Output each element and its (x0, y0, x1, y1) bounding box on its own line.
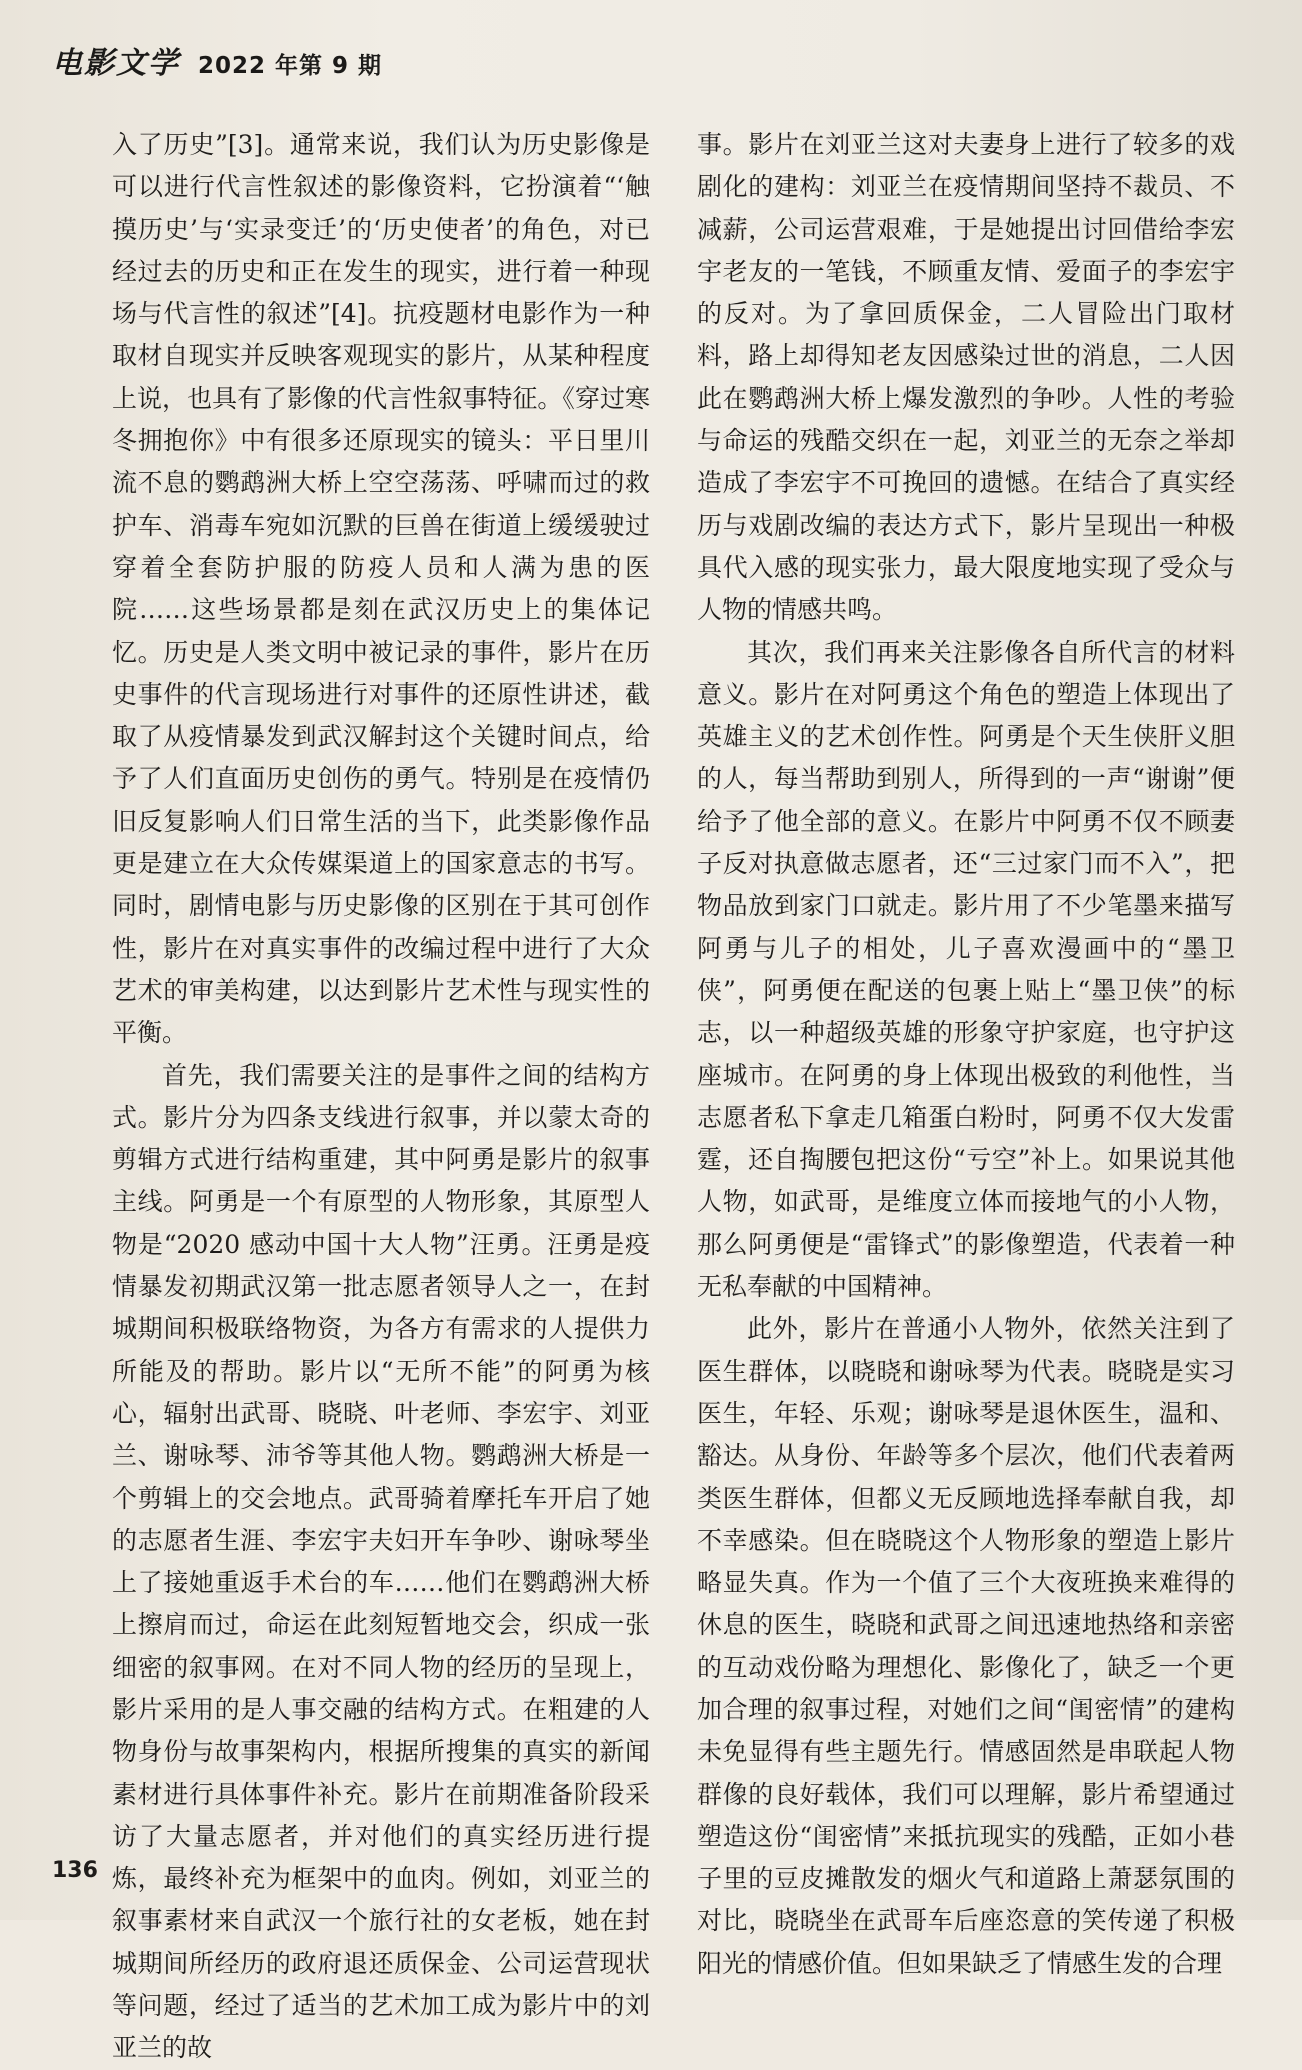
paragraph: 入了历史”[3]。通常来说，我们认为历史影像是可以进行代言性叙述的影像资料，它扮演着“‘触摸历史’与‘实录变迁’的‘历史使者’的角色，对已经过去的历史和正在发生的现实，进行着一种现场与代言性的叙述”[4]。抗疫题材电影作为一种取材自现实并反映客观现实的影片，从某种程度上说，也具有了影像的代言性叙事特征。《穿过寒冬拥抱你》中有很多还原现实的镜头：平日里川流不息的鹦鹉洲大桥上空空荡荡、呼啸而过的救护车、消毒车宛如沉默的巨兽在街道上缓缓驶过穿着全套防护服的防疫人员和人满为患的医院……这些场景都是刻在武汉历史上的集体记忆。历史是人类文明中被记录的事件，影片在历史事件的代言现场进行对事件的还原性讲述，截取了从疫情暴发到武汉解封这个关键时间点，给予了人们直面历史创伤的勇气。特别是在疫情仍旧反复影响人们日常生活的当下，此类影像作品更是建立在大众传媒渠道上的国家意志的书写。同时，剧情电影与历史影像的区别在于其可创作性，影片在对真实事件的改编过程中进行了大众艺术的审美构建，以达到影片艺术性与现实性的平衡。 (112, 130, 650, 1048)
issue-label: 2022 年第 9 期 (198, 53, 383, 79)
paragraph: 此外，影片在普通小人物外，依然关注到了医生群体，以晓晓和谢咏琴为代表。晓晓是实习医生，年轻、乐观；谢咏琴是退休医生，温和、豁达。从身份、年龄等多个层次，他们代表着两类医生群体，但都义无反顾地选择奉献自我，却不幸感染。但在晓晓这个人物形象的塑造上影片略显失真。作为一个值了三个大夜班换来难得的休息的医生，晓晓和武哥之间迅速地热络和亲密的互动戏份略为理想化、影像化了，缺乏一个更加合理的叙事过程，对她们之间“闺密情”的建构未免显得有些主题先行。情感固然是串联起人物群像的良好载体，我们可以理解，影片希望通过塑造这份“闺密情”来抵抗现实的残酷，正如小巷子里的豆皮摊散发的烟火气和道路上萧瑟氛围的对比，晓晓坐在武哥车后座恣意的笑传递了积极阳光的情感价值。但如果缺乏了情感生发的合理 (697, 1314, 1235, 1978)
paragraph: 事。影片在刘亚兰这对夫妻身上进行了较多的戏剧化的建构：刘亚兰在疫情期间坚持不裁员、不减薪，公司运营艰难，于是她提出讨回借给李宏宇老友的一笔钱，不顾重友情、爱面子的李宏宇的反对。为了拿回质保金，二人冒险出门取材料，路上却得知老友因感染过世的消息，二人因此在鹦鹉洲大桥上爆发激烈的争吵。人性的考验与命运的残酷交织在一起，刘亚兰的无奈之举却造成了李宏宇不可挽回的遗憾。在结合了真实经历与戏剧改编的表达方式下，影片呈现出一种极具代入感的现实张力，最大限度地实现了受众与人物的情感共鸣。 (697, 130, 1235, 625)
right-column (697, 124, 1235, 1985)
page-header (52, 38, 382, 82)
page-number: 136 (52, 1858, 98, 1883)
journal-title: 电影文学 (52, 46, 180, 81)
paragraph: 其次，我们再来关注影像各自所代言的材料意义。影片在对阿勇这个角色的塑造上体现出了英雄主义的艺术创作性。阿勇是个天生侠肝义胆的人，每当帮助到别人，所得到的一声“谢谢”便给予了他全部的意义。在影片中阿勇不仅不顾妻子反对执意做志愿者，还“三过家门而不入”，把物品放到家门口就走。影片用了不少笔墨来描写阿勇与儿子的相处，儿子喜欢漫画中的“墨卫侠”，阿勇便在配送的包裹上贴上“墨卫侠”的标志，以一种超级英雄的形象守护家庭，也守护这座城市。在阿勇的身上体现出极致的利他性，当志愿者私下拿走几箱蛋白粉时，阿勇不仅大发雷霆，还自掏腰包把这份“亏空”补上。如果说其他人物，如武哥，是维度立体而接地气的小人物，那么阿勇便是“雷锋式”的影像塑造，代表着一种无私奉献的中国精神。 (697, 637, 1235, 1302)
left-column (112, 124, 650, 2070)
paragraph: 首先，我们需要关注的是事件之间的结构方式。影片分为四条支线进行叙事，并以蒙太奇的剪辑方式进行结构重建，其中阿勇是影片的叙事主线。阿勇是一个有原型的人物形象，其原型人物是“2020 感动中国十大人物”汪勇。汪勇是疫情暴发初期武汉第一批志愿者领导人之一，在封城期间积极联络物资，为各方有需求的人提供力所能及的帮助。影片以“无所不能”的阿勇为核心，辐射出武哥、晓晓、叶老师、李宏宇、刘亚兰、谢咏琴、沛爷等其他人物。鹦鹉洲大桥是一个剪辑上的交会地点。武哥骑着摩托车开启了她的志愿者生涯、李宏宇夫妇开车争吵、谢咏琴坐上了接她重返手术台的车……他们在鹦鹉洲大桥上擦肩而过，命运在此刻短暂地交会，织成一张细密的叙事网。在对不同人物的经历的呈现上，影片采用的是人事交融的结构方式。在粗建的人物身份与故事架构内，根据所搜集的真实的新闻素材进行具体事件补充。影片在前期准备阶段采访了大量志愿者，并对他们的真实经历进行提炼，最终补充为框架中的血肉。例如，刘亚兰的叙事素材来自武汉一个旅行社的女老板，她在封城期间所经历的政府退还质保金、公司运营现状等问题，经过了适当的艺术加工成为影片中的刘亚兰的故 (112, 1060, 650, 2063)
